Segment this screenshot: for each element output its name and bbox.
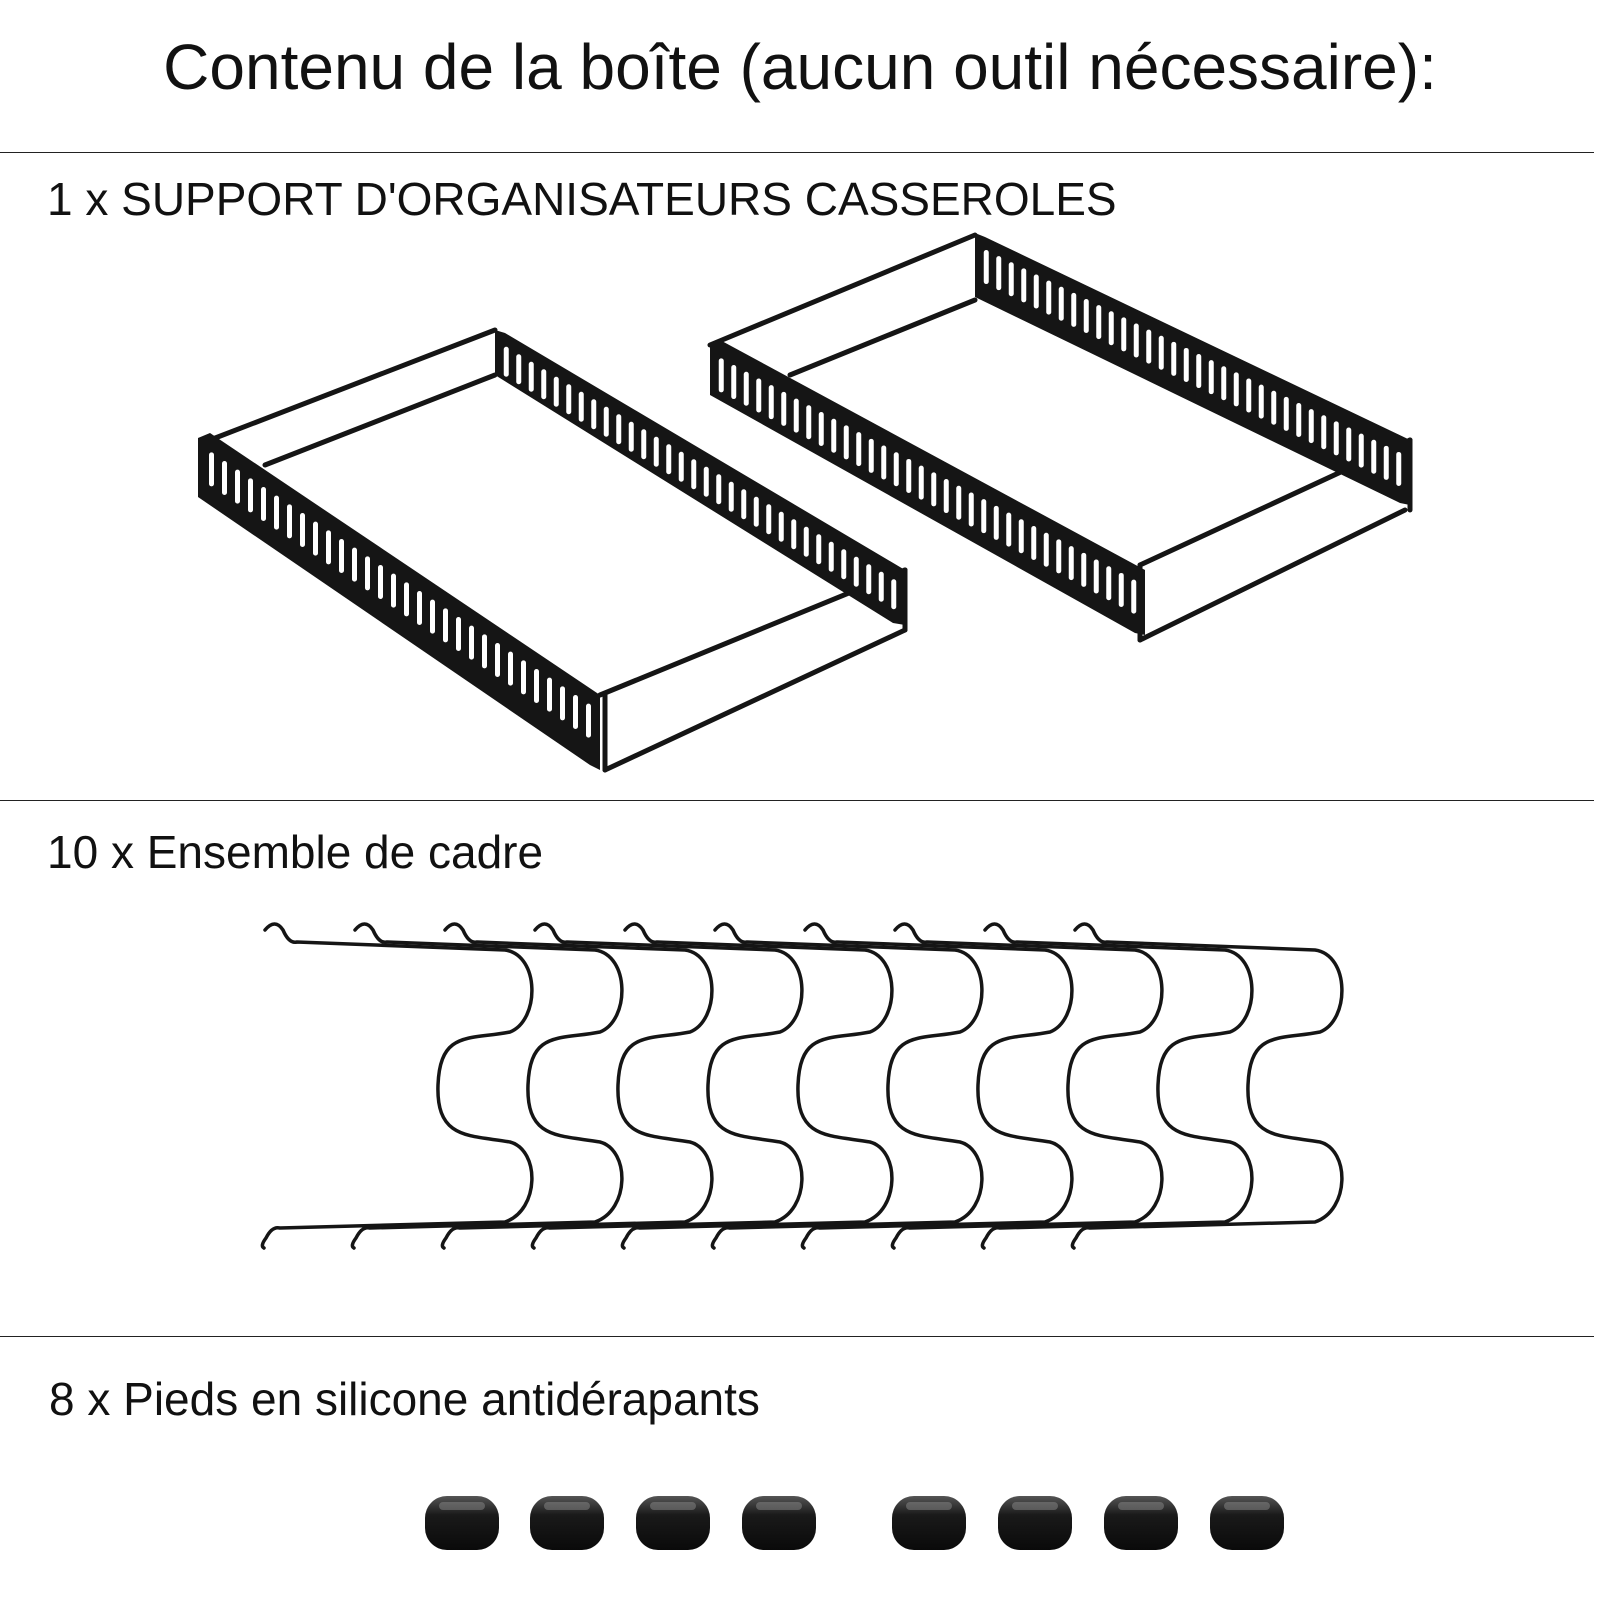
- wire-frame: [352, 924, 622, 1248]
- rack-slot: [1121, 317, 1126, 351]
- rack-slot: [516, 354, 521, 384]
- rack-slot: [679, 452, 684, 482]
- rack-slot: [529, 362, 534, 392]
- rack-slot: [719, 358, 724, 392]
- rack-slot: [1106, 566, 1111, 600]
- wire-frame: [982, 924, 1252, 1248]
- rack-slot: [1384, 446, 1389, 480]
- rack-slot: [1094, 560, 1099, 594]
- wire-frame: [262, 924, 532, 1248]
- rack-slot: [443, 608, 448, 642]
- rack-slot: [541, 369, 546, 399]
- rack-slot: [209, 452, 214, 486]
- rack-slot: [654, 437, 659, 467]
- silicone-foot-highlight: [650, 1502, 696, 1510]
- rack-slot: [1184, 348, 1189, 382]
- page-title: Contenu de la boîte (aucun outil nécessaire):: [163, 31, 1437, 103]
- right-rack-front-rail: [710, 340, 1145, 635]
- rack-slot: [482, 634, 487, 668]
- rack-slot: [1196, 354, 1201, 388]
- rack-slot: [1359, 434, 1364, 468]
- silicone-foot-highlight: [1118, 1502, 1164, 1510]
- rack-slot: [248, 478, 253, 512]
- wire-frame: [892, 924, 1162, 1248]
- rack-slot: [417, 591, 422, 625]
- rack-slot: [365, 556, 370, 590]
- rack-slot: [741, 489, 746, 519]
- rack-slot: [1209, 360, 1214, 394]
- rack-slot: [1021, 268, 1026, 302]
- rack-slot: [521, 660, 526, 694]
- rack-slot: [641, 429, 646, 459]
- rack-slot: [469, 626, 474, 660]
- rack-slot: [1109, 311, 1114, 345]
- rack-slot: [1271, 391, 1276, 425]
- rack-slot: [222, 461, 227, 495]
- rack-slot: [1396, 452, 1401, 486]
- rack-slot: [704, 467, 709, 497]
- rack-slot: [1096, 305, 1101, 339]
- rack-slot: [804, 527, 809, 557]
- rack-slot: [891, 579, 896, 609]
- rack-slot: [326, 530, 331, 564]
- rack-slot: [1044, 533, 1049, 567]
- wire-frame: [622, 924, 892, 1248]
- rack-slot: [1234, 372, 1239, 406]
- wire-frame-illustration: [0, 910, 1600, 1290]
- rack-slot: [274, 496, 279, 530]
- rack-slot: [794, 399, 799, 433]
- rack-slot: [666, 444, 671, 474]
- rack-slot: [1134, 323, 1139, 357]
- rack-slot: [944, 479, 949, 513]
- rack-slot: [1019, 519, 1024, 553]
- rack-slot: [869, 439, 874, 473]
- silicone-foot-highlight: [906, 1502, 952, 1510]
- rack-slot: [994, 506, 999, 540]
- wire-frame: [532, 924, 802, 1248]
- divider-mid-1: [0, 800, 1594, 801]
- rack-slot: [1246, 379, 1251, 413]
- rack-slot: [547, 678, 552, 712]
- rack-slot: [779, 512, 784, 542]
- rack-slot: [1259, 385, 1264, 419]
- rack-slot: [404, 582, 409, 616]
- rack-slot: [919, 466, 924, 500]
- rack-slot: [729, 482, 734, 512]
- rack-slot: [829, 542, 834, 572]
- rack-slot: [956, 486, 961, 520]
- rack-slot: [844, 425, 849, 459]
- rack-slot: [1009, 262, 1014, 296]
- rack-slot: [766, 504, 771, 534]
- rack-slot: [1284, 397, 1289, 431]
- rack-slot: [1309, 409, 1314, 443]
- rack-slot: [1321, 415, 1326, 449]
- rack-slot: [1159, 336, 1164, 370]
- rack-slot: [841, 549, 846, 579]
- section-label-feet: 8 x Pieds en silicone antidérapants: [49, 1373, 760, 1425]
- rack-slot: [554, 377, 559, 407]
- rack-slot: [300, 513, 305, 547]
- rack-slot: [806, 405, 811, 439]
- rack-slot: [1071, 293, 1076, 327]
- rack-slot: [1006, 513, 1011, 547]
- rack-slot: [831, 419, 836, 453]
- rack-slot: [1056, 539, 1061, 573]
- rack-slot: [1119, 573, 1124, 607]
- rack-slot: [1334, 421, 1339, 455]
- right-rack-back-rail: [975, 233, 1410, 505]
- pot-organizer-rack-illustration: [0, 225, 1600, 785]
- silicone-foot-highlight: [1224, 1502, 1270, 1510]
- divider-mid-2: [0, 1336, 1594, 1337]
- left-rack-front-rail: [198, 433, 600, 770]
- rack-slot: [378, 565, 383, 599]
- rack-slot: [969, 492, 974, 526]
- silicone-foot-highlight: [1012, 1502, 1058, 1510]
- rack-slot: [981, 499, 986, 533]
- silicone-foot-highlight: [756, 1502, 802, 1510]
- rack-slot: [791, 519, 796, 549]
- rack-slot: [906, 459, 911, 493]
- rack-slot: [629, 422, 634, 452]
- divider-top: [0, 152, 1594, 153]
- rack-slot: [1221, 366, 1226, 400]
- rack-slot: [1371, 440, 1376, 474]
- rack-slot: [1146, 330, 1151, 364]
- rack-slot: [756, 378, 761, 412]
- rack-slot: [816, 534, 821, 564]
- section-label-rack: 1 x SUPPORT D'ORGANISATEURS CASSEROLES: [47, 173, 1117, 225]
- rack-slot: [616, 414, 621, 444]
- wire-frame: [802, 924, 1072, 1248]
- rack-slot: [495, 643, 500, 677]
- rack-slot: [996, 256, 1001, 290]
- wire-frame: [712, 924, 982, 1248]
- silicone-foot-highlight: [439, 1502, 485, 1510]
- rack-slot: [854, 557, 859, 587]
- rack-slot: [235, 470, 240, 504]
- rack-slot: [456, 617, 461, 651]
- rack-slot: [1069, 546, 1074, 580]
- rack-slot: [691, 459, 696, 489]
- rack-slot: [716, 474, 721, 504]
- wire-frame: [1072, 924, 1342, 1248]
- rack-slot: [591, 399, 596, 429]
- wire-frame: [442, 924, 712, 1248]
- rack-slot: [769, 385, 774, 419]
- rack-slot: [754, 497, 759, 527]
- rack-slot: [894, 452, 899, 486]
- rack-slot: [731, 365, 736, 399]
- rack-slot: [586, 704, 591, 738]
- rack-slot: [604, 407, 609, 437]
- rack-slot: [339, 539, 344, 573]
- rack-slot: [391, 574, 396, 608]
- rack-slot: [856, 432, 861, 466]
- rack-slot: [866, 564, 871, 594]
- rack-slot: [534, 669, 539, 703]
- rack-slot: [1059, 287, 1064, 321]
- rack-slot: [313, 522, 318, 556]
- rack-slot: [1046, 281, 1051, 315]
- left-rack-back-rail: [495, 330, 905, 625]
- rack-slot: [579, 392, 584, 422]
- rack-slot: [566, 384, 571, 414]
- rack-slot: [430, 600, 435, 634]
- rack-slot: [508, 652, 513, 686]
- rack-slot: [352, 548, 357, 582]
- section-label-frames: 10 x Ensemble de cadre: [47, 826, 544, 878]
- rack-slot: [573, 695, 578, 729]
- rack-slot: [1131, 580, 1136, 614]
- rack-slot: [560, 686, 565, 720]
- rack-slot: [504, 347, 509, 377]
- rack-slot: [1031, 526, 1036, 560]
- rack-slot: [1081, 553, 1086, 587]
- rack-slot: [879, 572, 884, 602]
- rack-slot: [261, 487, 266, 521]
- silicone-foot-highlight: [544, 1502, 590, 1510]
- rack-slot: [1296, 403, 1301, 437]
- rack-slot: [819, 412, 824, 446]
- rack-slot: [1346, 427, 1351, 461]
- rack-slot: [744, 372, 749, 406]
- rack-slot: [287, 504, 292, 538]
- rack-slot: [781, 392, 786, 426]
- rack-slot: [1034, 275, 1039, 309]
- rack-slot: [931, 472, 936, 506]
- silicone-feet-illustration: [0, 1480, 1600, 1590]
- rack-slot: [984, 250, 989, 284]
- rack-slot: [1171, 342, 1176, 376]
- rack-slot: [1084, 299, 1089, 333]
- rack-slot: [881, 446, 886, 480]
